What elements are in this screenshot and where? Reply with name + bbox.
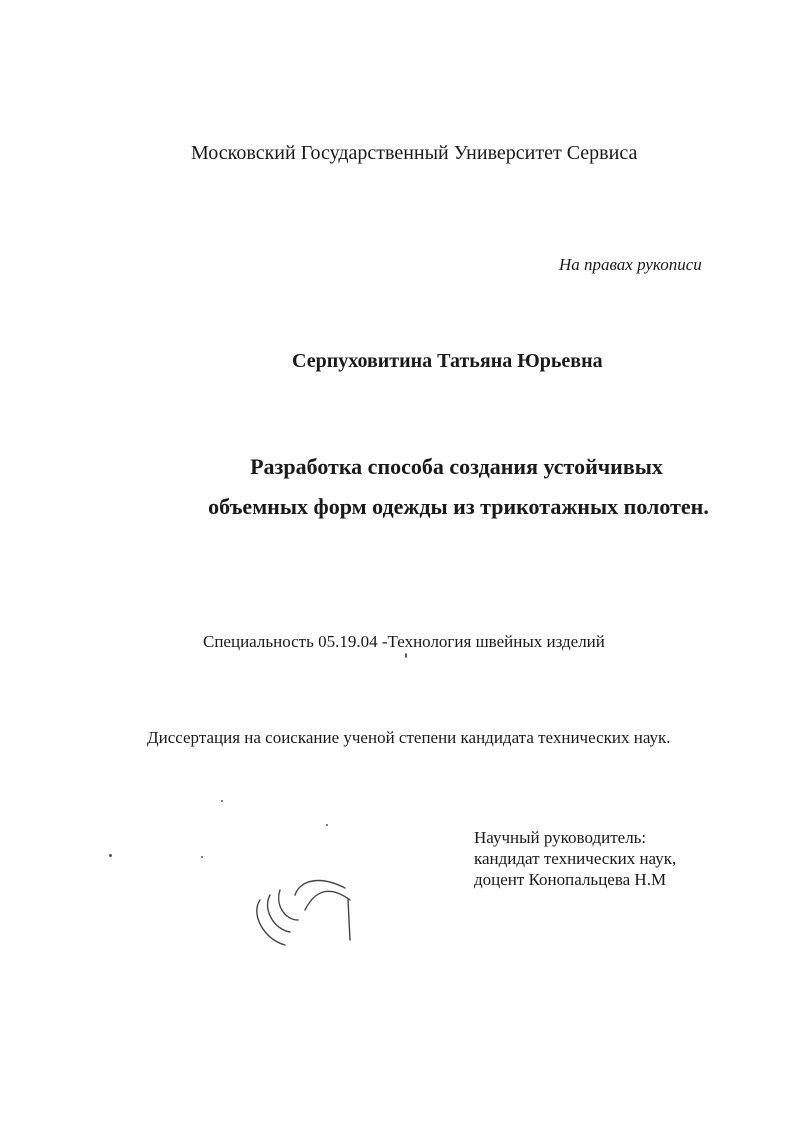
dissertation-statement: Диссертация на соискание ученой степени кандидата технических наук. xyxy=(147,728,671,747)
specialty-line: Специальность 05.19.04 -Технология швейных изделий xyxy=(203,632,605,651)
scan-speck xyxy=(405,653,407,658)
supervisor-name: доцент Конопальцева Н.М xyxy=(474,870,667,889)
author-name: Серпуховитина Татьяна Юрьевна xyxy=(292,350,603,372)
supervisor-heading: Научный руководитель: xyxy=(474,828,647,847)
scan-speck xyxy=(109,854,112,857)
thesis-title-line-1: Разработка способа создания устойчивых xyxy=(250,454,663,479)
scan-speck xyxy=(326,824,328,826)
signature-icon xyxy=(250,860,370,960)
supervisor-degree: кандидат технических наук, xyxy=(474,849,677,868)
scan-speck xyxy=(221,800,223,802)
thesis-title-line-2: объемных форм одежды из трикотажных полотен. xyxy=(208,494,709,519)
scan-speck xyxy=(201,856,203,858)
university-name: Московский Государственный Университет Сервиса xyxy=(191,142,638,164)
manuscript-note: На правах рукописи xyxy=(559,255,702,274)
